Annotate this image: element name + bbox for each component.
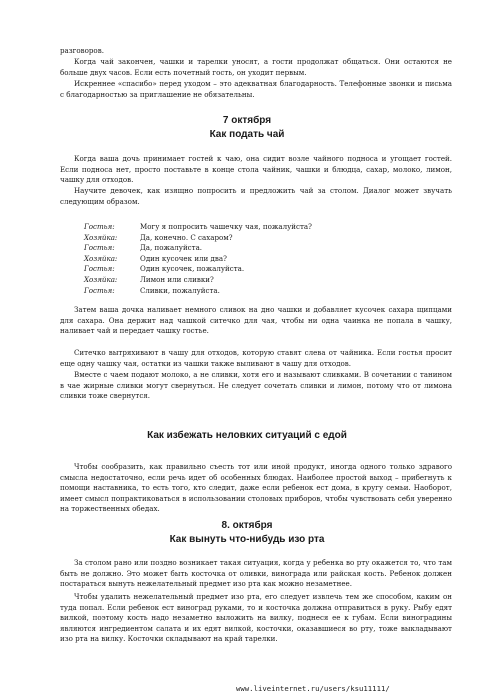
section-title-mouth: Как вынуть что-нибудь изо рта [169, 534, 325, 545]
paragraph-5: Затем ваша дочка наливает немного сливок на дно чашки и добавляет кусочек сахара щипцами для сахара. Она держит над чашкой ситечко для чая, чтобы ни одна чаинка не попала в чашку, наливает чай и передает чашку гостье. [60, 305, 452, 336]
paragraph-3: Когда ваша дочь принимает гостей к чаю, она сидит возле чайного подноса и угощает гостей. Если подноса нет, просто поставьте в конце стола чайник, чашки и блюдца, сахар, молоко, лимон, чашку для отходов. [60, 154, 452, 185]
dialog-speaker: Гостья: [84, 222, 115, 231]
paragraph-2: Искреннее «спасибо» перед уходом – это адекватная благодарность. Телефонные звонки и письма с благодарностью за приглашение не обязательны. [60, 79, 452, 99]
dialog-line [84, 264, 444, 275]
dialog-text: Да, конечно. С сахаром? [140, 232, 233, 242]
dialog-text: Могу я попросить чашечку чая, пожалуйста? [140, 222, 312, 231]
dialog-speaker: Гостья: [84, 264, 115, 274]
paragraph-9: За столом рано или поздно возникает такая ситуация, когда у ребенка во рту окажется то, что там быть не должно. Это может быть косточка от оливки, винограда или райская кость. Ребенок должен постараться вынуть нежелательный предмет изо рта как можно незаметнее. [60, 558, 452, 589]
dialog-text: Один кусочек, пожалуйста. [140, 264, 245, 274]
dialog-line [84, 222, 444, 233]
paragraph-8: Чтобы сообразить, как правильно съесть тот или иной продукт, иногда одного только здравого смысла недостаточно, если речь идет об особенных блюдах. Наиболее простой выход – прибегнуть к помощи наставника, то есть того, кто следит, даже если ребенок ест дома, в кругу семьи. Наоборот, имеет смысл попрактиковаться в использовании столовых приборов, чтобы чувствовать себя уверенно на торжественных обедах. [60, 462, 452, 514]
date-heading-2: 8. октября [221, 520, 273, 531]
dialog-text: Сливки, пожалуйста. [140, 285, 220, 295]
section-title-tea: Как подать чай [209, 129, 285, 140]
dialog-speaker: Хозяйка: [84, 274, 118, 284]
dialog-text: Один кусочек или два? [140, 253, 227, 263]
paragraph-10: Чтобы удалить нежелательный предмет изо рта, его следует извлечь тем же способом, каким он туда попал. Если ребенок ест виноград руками, то и косточка должна отправиться в руку. Рыбу едят вилкой, поэтому кость надо незаметно выложить на вилку, поднеся ее к губам. Если виноградины являются ингредиентом салата и их едят вилкой, косточки, оказавшиеся во рту, тоже выкладывают изо рта на вилку. Косточки складывают на край тарелки. [60, 592, 452, 644]
dialog-line [84, 275, 444, 286]
paragraph-1: Когда чай закончен, чашки и тарелки уносят, а гости продолжат общаться. Они остаются не больше двух часов. Если есть почетный гость, он уходит первым. [60, 57, 452, 77]
dialog-speaker: Гостья: [84, 243, 115, 253]
paragraph-7: Вместе с чаем подают молоко, а не сливки, хотя его и называют сливками. В сочетании с танином в чае жирные сливки могут свернуться. Не следует сочетать сливки и лимон, потому что от лимона сливки тоже свернутся. [60, 370, 452, 401]
paragraph-4: Научите девочек, как изящно попросить и предложить чай за столом. Диалог может звучать следующим образом. [60, 186, 452, 206]
dialog-line [84, 243, 444, 254]
paragraph-6: Ситечко вытряхивают в чашу для отходов, которую ставят слева от чайника. Если гостья просит еще одну чашку чая, остатки из чашки также выливают в чашу для отходов. [60, 348, 452, 368]
date-heading-1: 7 октября [222, 115, 272, 126]
source-url-watermark: www.liveinternet.ru/users/ksu11111/ [236, 684, 390, 693]
dialog-speaker: Гостья: [84, 285, 115, 295]
dialog-speaker: Хозяйка: [84, 253, 118, 263]
dialog-speaker: Хозяйка: [84, 232, 118, 242]
section-title-awkward: Как избежать неловких ситуаций с едой [147, 430, 347, 441]
dialog-line [84, 254, 444, 265]
dialog-text: Лимон или сливки? [140, 274, 214, 284]
paragraph-intro: разговоров. [60, 46, 104, 55]
dialog-line [84, 233, 444, 244]
dialog-line [84, 286, 444, 297]
dialog-text: Да, пожалуйста. [140, 243, 203, 253]
tea-dialog [84, 222, 444, 296]
